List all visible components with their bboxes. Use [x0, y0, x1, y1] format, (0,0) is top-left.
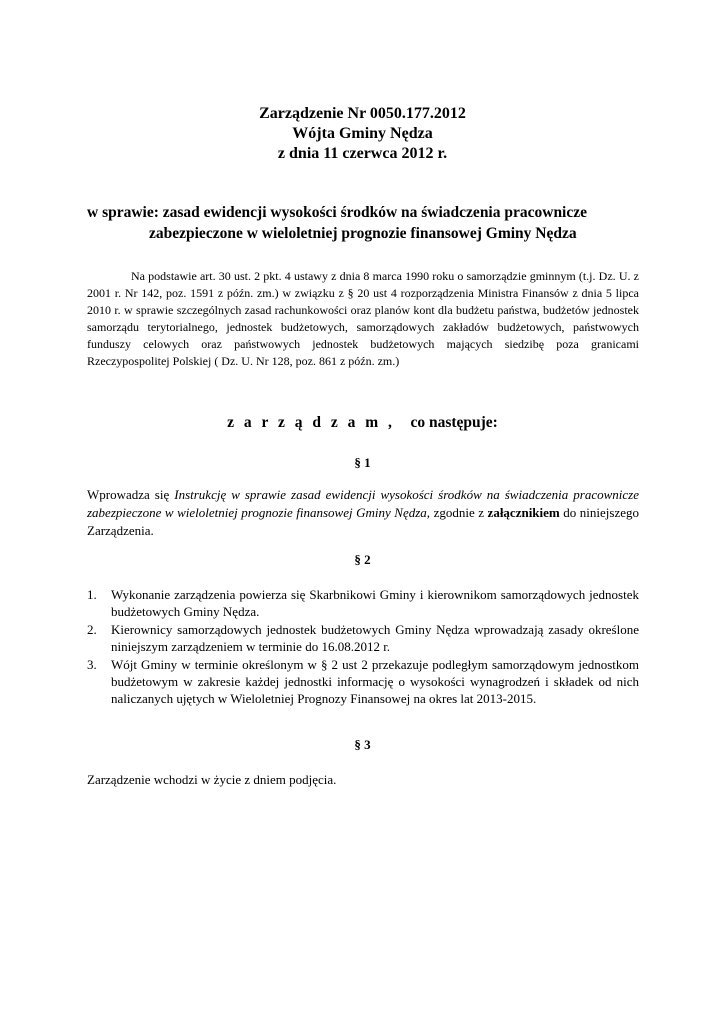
list-item: [87, 621, 639, 655]
section-1-attachment: załącznikiem: [487, 505, 560, 520]
section-1-intro: Wprowadza się: [87, 487, 175, 502]
subject-line-1: w sprawie: zasad ewidencji wysokości środków na świadczenia pracownicze: [87, 204, 588, 221]
list-item: [87, 586, 639, 620]
list-item-text: Wójt Gminy w terminie określonym w § 2 ust 2 przekazuje podległym samorządowym jednostkom budżetowym w zakresie każdej jednostki informację o wysokości wynagrodzeń i składek od nich naliczanych ujętych w Wieloletniej Prognozy Finansowej na okres lat 2013-2015.: [111, 657, 639, 706]
list-item: [87, 656, 639, 707]
section-1-body: [87, 486, 639, 540]
section-1-marker: § 1: [354, 455, 371, 470]
list-item-number: 3.: [87, 657, 97, 672]
section-1-end: do niniejszego Zarządzenia.: [87, 505, 640, 538]
decree-heading: [0, 414, 725, 432]
list-item-number: 1.: [87, 587, 97, 602]
list-item-number: 2.: [87, 622, 97, 637]
subject-line-2: zabezpieczone w wieloletniej prognozie finansowej Gminy Nędza: [149, 225, 577, 242]
section-3-body: [87, 771, 639, 789]
legal-basis-text: Na podstawie art. 30 ust. 2 pkt. 4 ustawy z dnia 8 marca 1990 roku o samorządzie gminnym (t.j. Dz. U. z 2001 r. Nr 142, poz. 1591 z późn. zm.) w związku z § 20 ust 4 rozporządzenia Ministra Finansów z dnia 5 lipca 2010 r. w sprawie szczególnych zasad rachunkowości oraz planów kont dla budżetu państwa, budżetów jednostek samorządu terytorialnego, jednostek budżetowych, samorządowych zakładów budżetowych, państwowych funduszy celowych oraz państwowych jednostek budżetowych mających siedzibę poza granicami Rzeczypospolitej Polskiej ( Dz. U. Nr 128, poz. 861 z późn. zm.): [87, 269, 639, 368]
decree-rest: co następuje:: [410, 414, 498, 431]
decree-word: z a r z ą d z a m ,: [227, 414, 395, 431]
section-2-marker: § 2: [354, 552, 371, 567]
section-1-after: zgodnie z: [430, 505, 488, 520]
document-title-issuer: Wójta Gminy Nędza: [292, 125, 433, 142]
section-1-instruction-title: Instrukcję w sprawie zasad ewidencji wysokości środków na świadczenia pracownicze zabezpieczone w wieloletniej prognozie finansowej Gminy Nędza,: [87, 487, 639, 520]
document-subject: [87, 202, 647, 244]
list-item-text: Wykonanie zarządzenia powierza się Skarbnikowi Gminy i kierownikom samorządowych jednostek budżetowych Gminy Nędza.: [111, 587, 639, 619]
section-2-list: [87, 586, 639, 708]
legal-basis: [87, 268, 639, 370]
section-3-marker: § 3: [354, 737, 371, 752]
document-title-date: z dnia 11 czerwca 2012 r.: [277, 145, 448, 162]
document-title-number: Zarządzenie Nr 0050.177.2012: [259, 105, 466, 122]
section-3-text: Zarządzenie wchodzi w życie z dniem podjęcia.: [87, 772, 337, 787]
list-item-text: Kierownicy samorządowych jednostek budżetowych Gminy Nędza wprowadzają zasady określone niniejszym zarządzeniem w terminie do 16.08.2012 r.: [111, 622, 639, 654]
